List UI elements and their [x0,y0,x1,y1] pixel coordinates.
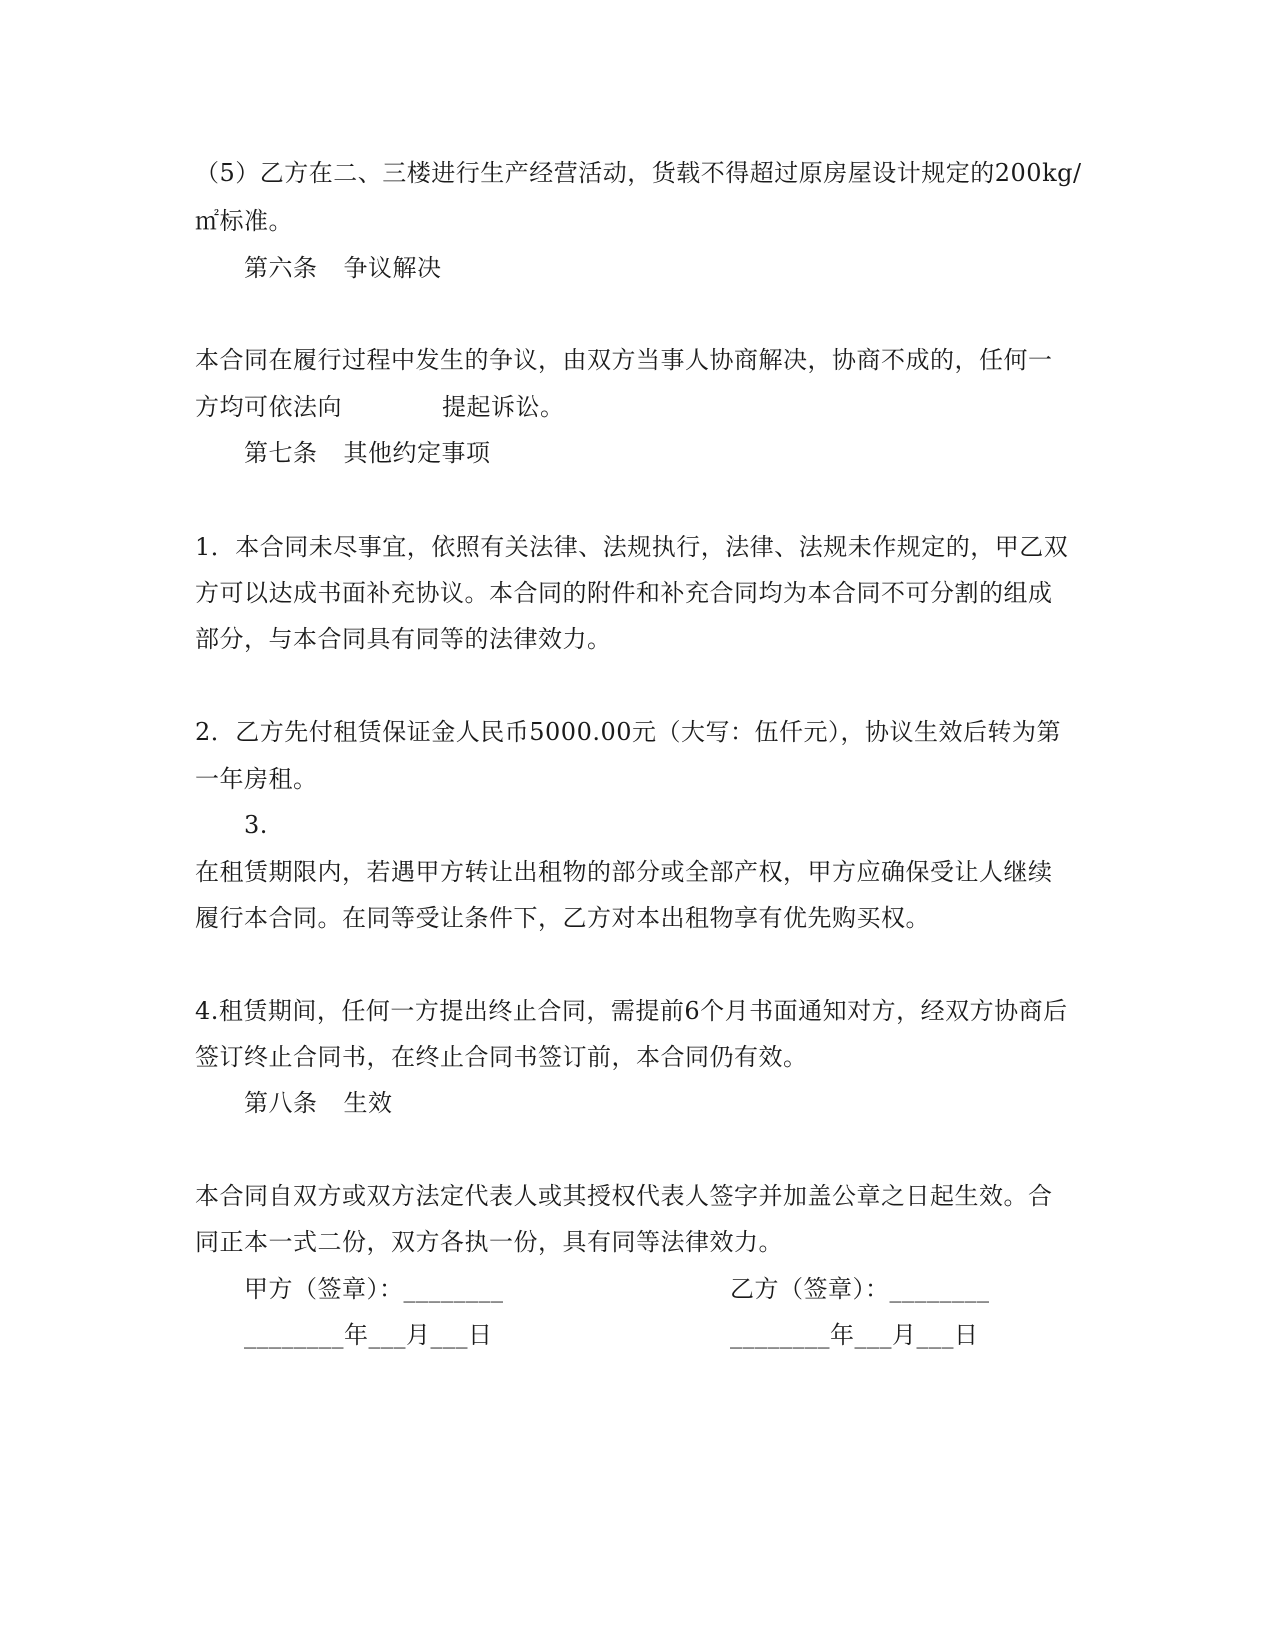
clause-3-line-2: 履行本合同。在同等受让条件下，乙方对本出租物享有优先购买权。 [195,904,930,932]
clause-3-number: 3. [244,811,268,839]
clause-1-line-1: 1．本合同未尽事宜，依照有关法律、法规执行，法律、法规未作规定的，甲乙双 [195,533,1069,561]
clause-4-line-1: 4.租赁期间，任何一方提出终止合同，需提前6个月书面通知对方，经双方协商后 [195,997,1068,1025]
dispute-line-before: 方均可依法向 [195,393,342,421]
article-title: 争议解决 [343,254,442,282]
clause-2-line-1: 2．乙方先付租赁保证金人民币5000.00元（大写：伍仟元），协议生效后转为第 [195,718,1062,746]
article-number: 第八条 [244,1089,318,1117]
article-8-heading [244,1088,393,1118]
clause-5-line-1: （5）乙方在二、三楼进行生产经营活动，货载不得超过原房屋设计规定的200kg/ [195,159,1082,187]
clause-5-line-2: ㎡标准。 [195,207,293,235]
party-a-date: ________年___月___日 [244,1321,493,1349]
party-a-signature: 甲方（签章）：________ [244,1275,504,1303]
effect-line-1: 本合同自双方或双方法定代表人或其授权代表人签字并加盖公章之日起生效。合 [195,1182,1053,1210]
article-6-heading [244,253,442,283]
clause-2-line-2: 一年房租。 [195,765,318,793]
article-7-heading [244,438,491,468]
dispute-line-1: 本合同在履行过程中发生的争议，由双方当事人协商解决，协商不成的，任何一 [195,346,1053,374]
clause-4-line-2: 签订终止合同书，在终止合同书签订前，本合同仍有效。 [195,1043,808,1071]
clause-1-line-3: 部分，与本合同具有同等的法律效力。 [195,625,612,653]
article-number: 第六条 [244,254,318,282]
party-b-signature: 乙方（签章）：________ [730,1275,990,1303]
clause-3-line-1: 在租赁期限内，若遇甲方转让出租物的部分或全部产权，甲方应确保受让人继续 [195,858,1053,886]
party-b-date: ________年___月___日 [730,1321,979,1349]
article-number: 第七条 [244,439,318,467]
dispute-line-after: 提起诉讼。 [442,393,565,421]
article-title: 其他约定事项 [343,439,491,467]
effect-line-2: 同正本一式二份，双方各执一份，具有同等法律效力。 [195,1228,783,1256]
dispute-line-2 [195,392,565,422]
clause-1-line-2: 方可以达成书面补充协议。本合同的附件和补充合同均为本合同不可分割的组成 [195,579,1053,607]
article-title: 生效 [343,1089,393,1117]
